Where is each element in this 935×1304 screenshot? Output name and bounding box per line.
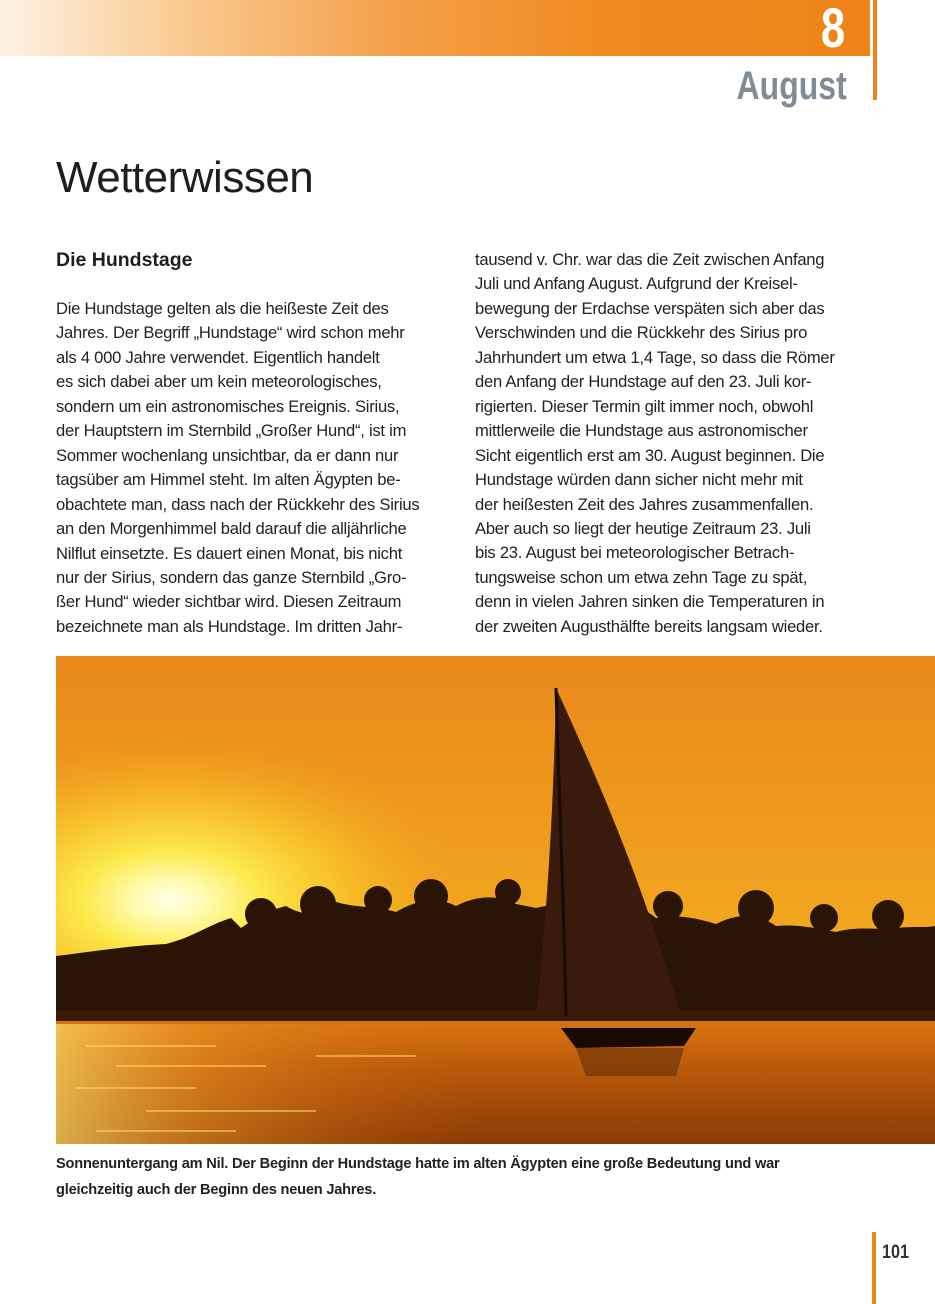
text-line: bewegung der Erdachse verspäten sich aber das bbox=[475, 298, 825, 318]
text-line: Aber auch so liegt der heutige Zeitraum 23. Juli bbox=[475, 518, 811, 538]
text-line: Sommer wochenlang unsichtbar, da er dann nur bbox=[56, 445, 399, 465]
text-line: Jahres. Der Begriff „Hundstage“ wird schon mehr bbox=[56, 323, 405, 343]
text-column-left bbox=[56, 297, 456, 639]
footer-accent-rule bbox=[872, 1232, 876, 1304]
header-accent-rule bbox=[873, 0, 877, 100]
text-line: bis 23. August bei meteorologischer Betrach- bbox=[475, 543, 795, 563]
text-line: sondern um ein astronomisches Ereignis. Sirius, bbox=[56, 396, 400, 416]
caption-line: Sonnenuntergang am Nil. Der Beginn der Hundstage hatte im alten Ägypten eine große Bedeutung und war bbox=[56, 1156, 780, 1172]
text-line: mittlerweile die Hundstage aus astronomischer bbox=[475, 421, 808, 441]
text-line: als 4 000 Jahre verwendet. Eigentlich handelt bbox=[56, 347, 380, 367]
text-line: ßer Hund“ wieder sichtbar wird. Diesen Zeitraum bbox=[56, 592, 402, 612]
text-line: der zweiten Augusthälfte bereits langsam wieder. bbox=[475, 616, 823, 636]
header-color-band bbox=[0, 0, 870, 56]
text-line: Die Hundstage gelten als die heißeste Zeit des bbox=[56, 299, 389, 318]
sunset-nile-photo bbox=[56, 656, 935, 1144]
month-number: 8 bbox=[820, 0, 845, 59]
section-heading: Die Hundstage bbox=[56, 249, 193, 271]
text-line: an den Morgenhimmel bald darauf die alljährliche bbox=[56, 519, 407, 539]
photo-caption bbox=[56, 1151, 876, 1203]
text-line: Jahrhundert um etwa 1,4 Tage, so dass die Römer bbox=[475, 347, 835, 367]
caption-line: gleichzeitig auch der Beginn des neuen Jahres. bbox=[56, 1182, 377, 1198]
text-line: nur der Sirius, sondern das ganze Sternbild „Gro- bbox=[56, 567, 407, 587]
text-line: der Hauptstern im Sternbild „Großer Hund“, ist im bbox=[56, 421, 407, 441]
page-title: Wetterwissen bbox=[56, 153, 314, 202]
text-line: obachtete man, dass nach der Rückkehr des Sirius bbox=[56, 494, 420, 514]
page-number: 101 bbox=[882, 1242, 909, 1263]
text-line: der heißesten Zeit des Jahres zusammenfallen. bbox=[475, 494, 814, 514]
text-line: denn in vielen Jahren sinken die Temperaturen in bbox=[475, 592, 825, 612]
text-line: tungsweise schon um etwa zehn Tage zu spät, bbox=[475, 567, 808, 587]
text-line: bezeichnete man als Hundstage. Im dritten Jahr- bbox=[56, 616, 403, 636]
text-line: Nilflut einsetzte. Es dauert einen Monat, bis nicht bbox=[56, 543, 403, 563]
text-line: tagsüber am Himmel steht. Im alten Ägypten be- bbox=[56, 470, 401, 490]
text-line: Sicht eigentlich erst am 30. August beginnen. Die bbox=[475, 445, 825, 465]
month-name: August bbox=[736, 64, 847, 108]
text-line: rigierten. Dieser Termin gilt immer noch, obwohl bbox=[475, 396, 814, 416]
text-line: tausend v. Chr. war das die Zeit zwischen Anfang bbox=[475, 250, 825, 269]
text-line: es sich dabei aber um kein meteorologisches, bbox=[56, 372, 382, 392]
text-line: den Anfang der Hundstage auf den 23. Juli kor- bbox=[475, 372, 812, 392]
text-line: Verschwinden und die Rückkehr des Sirius pro bbox=[475, 323, 808, 343]
text-line: Juli und Anfang August. Aufgrund der Kreisel- bbox=[475, 274, 798, 294]
text-column-right bbox=[475, 248, 875, 639]
text-line: Hundstage würden dann sicher nicht mehr mit bbox=[475, 470, 803, 490]
